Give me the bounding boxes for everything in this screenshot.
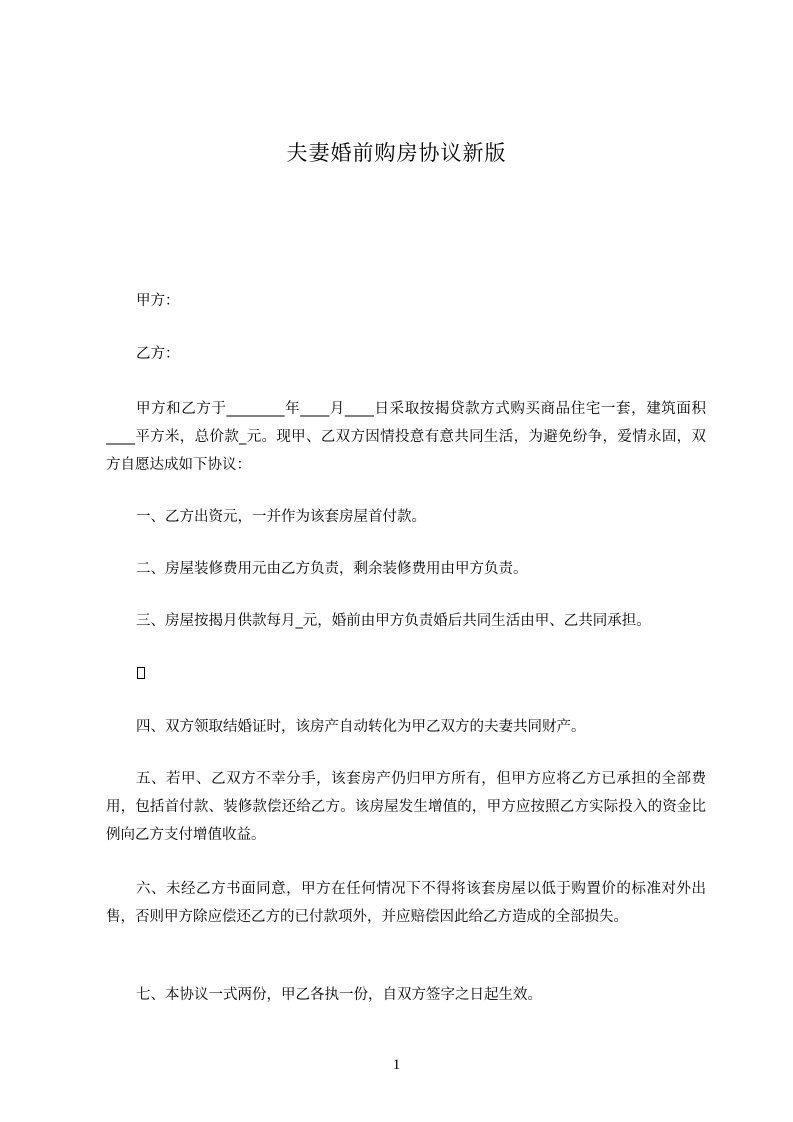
clause-1: 一、乙方出资元，一并作为该套房屋首付款。 xyxy=(136,509,426,525)
party-b-line: 乙方： xyxy=(136,346,180,362)
placeholder-box-icon xyxy=(137,667,145,679)
document-title: 夫妻婚前购房协议新版 xyxy=(286,141,507,165)
clause-6: 六、未经乙方书面同意，甲方在任何情况下不得将该套房屋以低于购置价的标准对外出售，否则甲方除应偿还乙方的已付款项外，并应赔偿因此给乙方造成的全部损失。 xyxy=(106,881,706,925)
clause-5: 五、若甲、乙双方不幸分手，该套房产仍归甲方所有，但甲方应将乙方已承担的全部费用，包括首付款、装修款偿还给乙方。该房屋发生增值的，甲方应按照乙方实际投入的资金比例向乙方支付增值收益。 xyxy=(106,771,706,843)
clause-3: 三、房屋按揭月供款每月_元，婚前由甲方负责婚后共同生活由甲、乙共同承担。 xyxy=(136,613,651,629)
clause-7: 七、本协议一式两份，甲乙各执一份，自双方签字之日起生效。 xyxy=(136,987,542,1003)
intro-paragraph: 甲方和乙方于________年____月____日采取按揭贷款方式购买商品住宅一套，建筑面积____平方米，总价款_元。现甲、乙双方因情投意有意共同生活，为避免纷争，爱情永固，双方自愿达成如下协议： xyxy=(106,401,706,473)
party-a-line: 甲方： xyxy=(136,293,180,309)
page-number: 1 xyxy=(392,1057,401,1073)
clause-4: 四、双方领取结婚证时，该房产自动转化为甲乙双方的夫妻共同财产。 xyxy=(136,719,586,735)
clause-2: 二、房屋装修费用元由乙方负责，剩余装修费用由甲方负责。 xyxy=(136,561,528,577)
